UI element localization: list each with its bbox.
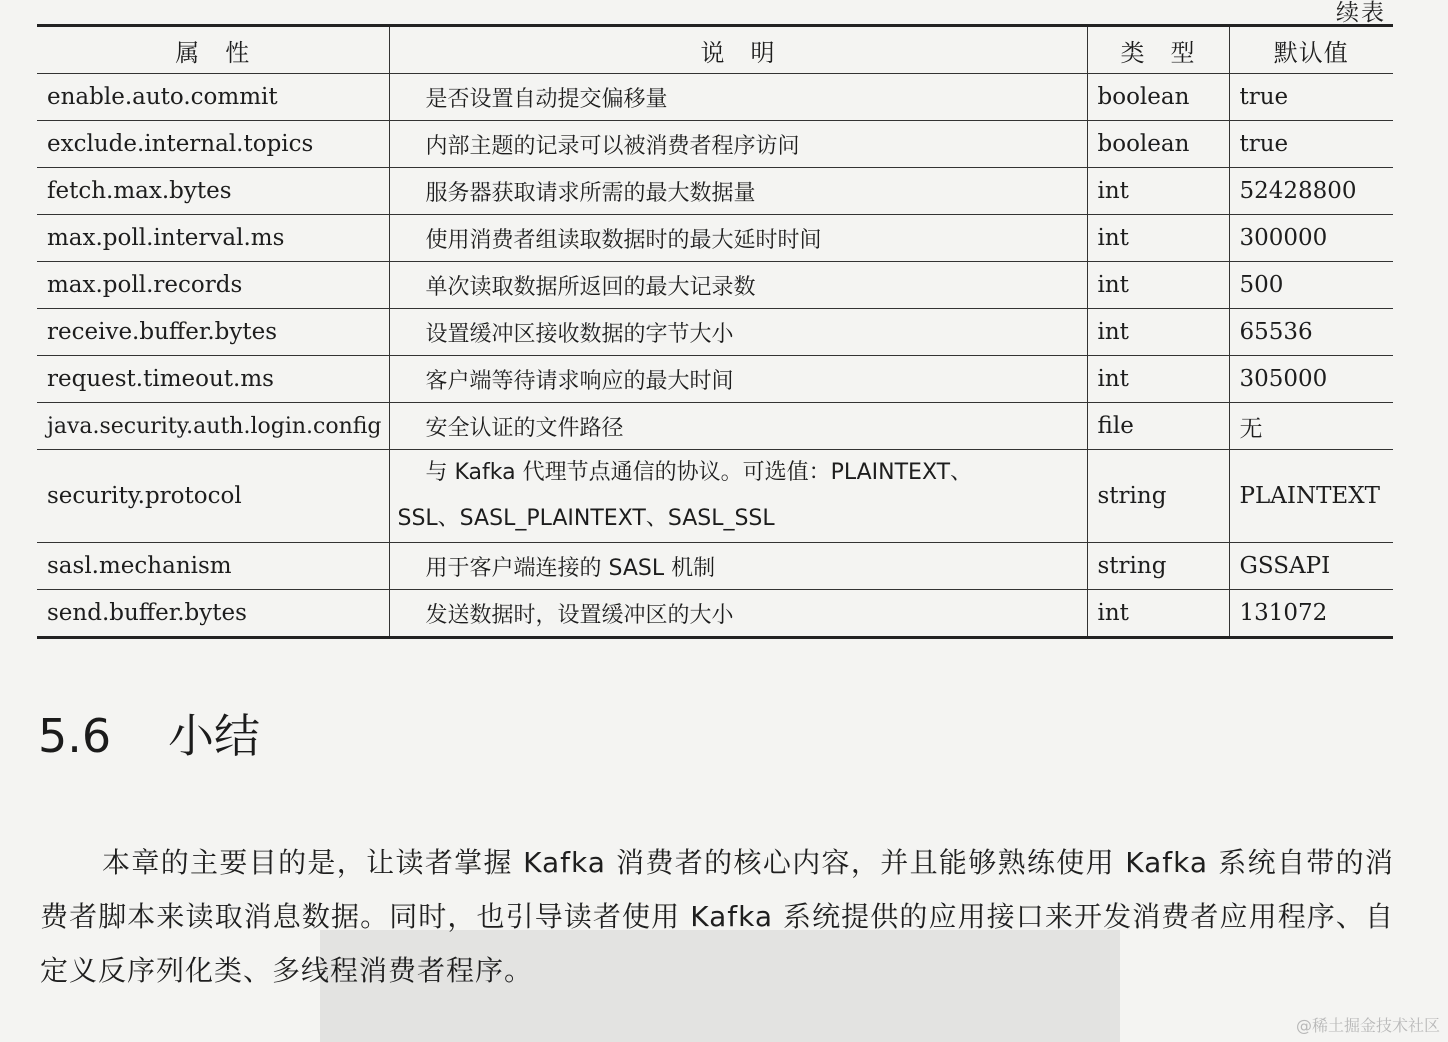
description-cell: 是否设置自动提交偏移量 <box>389 74 1087 121</box>
table-row <box>37 168 1393 215</box>
type-cell: file <box>1087 403 1229 450</box>
table-row <box>37 309 1393 356</box>
default-cell: 305000 <box>1229 356 1393 403</box>
property-cell: send.buffer.bytes <box>37 590 389 638</box>
default-cell: 无 <box>1229 403 1393 450</box>
default-cell: true <box>1229 74 1393 121</box>
default-cell: 300000 <box>1229 215 1393 262</box>
continued-label: 续表 <box>1336 0 1386 26</box>
description-cell <box>389 450 1087 543</box>
property-cell: max.poll.records <box>37 262 389 309</box>
default-cell: 131072 <box>1229 590 1393 638</box>
type-cell: int <box>1087 262 1229 309</box>
header-type: 类 型 <box>1087 26 1229 74</box>
property-cell: max.poll.interval.ms <box>37 215 389 262</box>
property-cell: enable.auto.commit <box>37 74 389 121</box>
type-cell: int <box>1087 168 1229 215</box>
table-row <box>37 543 1393 590</box>
description-cell: 客户端等待请求响应的最大时间 <box>389 356 1087 403</box>
property-cell: security.protocol <box>37 450 389 543</box>
table-header-row <box>37 26 1393 74</box>
section-title: 小结 <box>168 709 260 763</box>
type-cell: int <box>1087 215 1229 262</box>
section-heading <box>38 700 260 766</box>
type-cell: string <box>1087 543 1229 590</box>
type-cell: int <box>1087 356 1229 403</box>
default-cell: PLAINTEXT <box>1229 450 1393 543</box>
property-cell: request.timeout.ms <box>37 356 389 403</box>
table-row <box>37 262 1393 309</box>
default-cell: 52428800 <box>1229 168 1393 215</box>
description-cell: 发送数据时，设置缓冲区的大小 <box>389 590 1087 638</box>
description-cell: 安全认证的文件路径 <box>389 403 1087 450</box>
default-cell: true <box>1229 121 1393 168</box>
property-cell: exclude.internal.topics <box>37 121 389 168</box>
description-cell: 用于客户端连接的 SASL 机制 <box>389 543 1087 590</box>
description-cell: 单次读取数据所返回的最大记录数 <box>389 262 1087 309</box>
table-row <box>37 403 1393 450</box>
type-cell: int <box>1087 590 1229 638</box>
table-row <box>37 121 1393 168</box>
config-table <box>37 24 1393 639</box>
description-cell: 服务器获取请求所需的最大数据量 <box>389 168 1087 215</box>
table-row <box>37 215 1393 262</box>
header-default: 默认值 <box>1229 26 1393 74</box>
type-cell: string <box>1087 450 1229 543</box>
header-property: 属 性 <box>37 26 389 74</box>
property-cell: receive.buffer.bytes <box>37 309 389 356</box>
property-cell: sasl.mechanism <box>37 543 389 590</box>
table-row <box>37 74 1393 121</box>
default-cell: GSSAPI <box>1229 543 1393 590</box>
header-description: 说 明 <box>389 26 1087 74</box>
watermark: @稀土掘金技术社区 <box>1295 1016 1440 1035</box>
summary-paragraph: 本章的主要目的是，让读者掌握 Kafka 消费者的核心内容，并且能够熟练使用 Kafka 系统自带的消费者脚本来读取消息数据。同时，也引导读者使用 Kafka 系统提供的应用接口来开发消费者应用程序、自定义反序列化类、多线程消费者程序。 <box>40 846 1394 987</box>
property-cell: java.security.auth.login.config <box>37 403 389 450</box>
type-cell: boolean <box>1087 121 1229 168</box>
table-row <box>37 450 1393 543</box>
table-row <box>37 356 1393 403</box>
default-cell: 65536 <box>1229 309 1393 356</box>
description-line: SSL、SASL_PLAINTEXT、SASL_SSL <box>397 506 775 531</box>
type-cell: int <box>1087 309 1229 356</box>
default-cell: 500 <box>1229 262 1393 309</box>
property-cell: fetch.max.bytes <box>37 168 389 215</box>
description-cell: 设置缓冲区接收数据的字节大小 <box>389 309 1087 356</box>
description-cell: 内部主题的记录可以被消费者程序访问 <box>389 121 1087 168</box>
description-line: 与 Kafka 代理节点通信的协议。可选值：PLAINTEXT、 <box>425 460 973 485</box>
section-number: 5.6 <box>38 709 112 763</box>
table-row <box>37 590 1393 638</box>
type-cell: boolean <box>1087 74 1229 121</box>
description-cell: 使用消费者组读取数据时的最大延时时间 <box>389 215 1087 262</box>
